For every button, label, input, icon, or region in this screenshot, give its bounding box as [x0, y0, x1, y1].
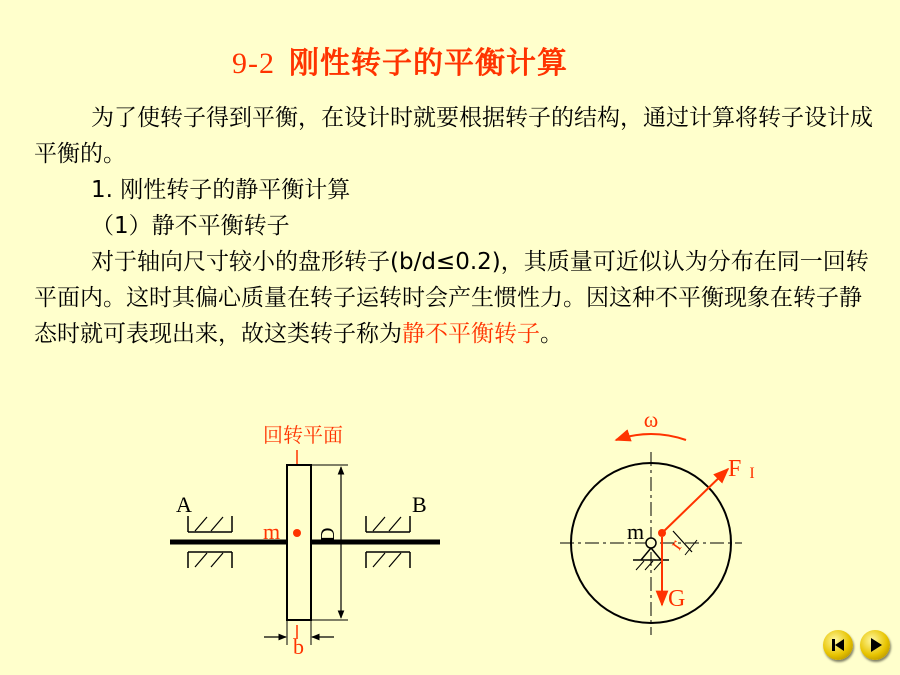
section-number: 9-2 — [232, 47, 275, 80]
intro-paragraph: 为了使转子得到平衡，在设计时就要根据转子的结构，通过计算将转子设计成平衡的。 — [34, 105, 873, 167]
eccentric-mass-dot — [293, 529, 301, 537]
slide-body — [34, 100, 874, 352]
diameter-label: D — [317, 527, 339, 542]
slide-title — [0, 38, 800, 82]
eccentric-mass-dot-front — [658, 529, 666, 537]
title-text: 刚性转子的平衡计算 — [289, 46, 568, 81]
section-heading-1: 1. 刚性转子的静平衡计算 — [91, 177, 351, 203]
label-b: B — [412, 492, 427, 517]
disc-rotor-front-view — [560, 407, 755, 635]
radius-ext — [685, 540, 697, 555]
prev-slide-button[interactable] — [823, 630, 853, 660]
highlight-term: 静不平衡转子 — [402, 321, 540, 347]
disc — [287, 465, 311, 620]
section-heading-1-1: （1）静不平衡转子 — [91, 213, 290, 239]
next-slide-button[interactable] — [860, 630, 890, 660]
rotor-diagrams — [0, 400, 900, 675]
label-a: A — [176, 492, 192, 517]
main-paragraph-text: 对于轴向尺寸较小的盘形转子(b/d≤0.2)，其质量可近似认为分布在同一回转平面内。这时其偏心质量在转子运转时会产生惯性力。因这种不平衡现象在转子静态时就可表现出来，故这类转子称为 — [34, 249, 869, 347]
rotation-plane-label: 回转平面 — [263, 423, 343, 447]
main-paragraph-end: 。 — [540, 321, 563, 347]
main-paragraph — [34, 244, 874, 352]
play-next-icon — [860, 630, 890, 660]
radius-label: r — [665, 535, 687, 554]
skip-back-icon — [823, 630, 853, 660]
mass-label-left: m — [263, 519, 281, 544]
mass-label-right: m — [627, 519, 645, 544]
omega-label: ω — [643, 407, 659, 432]
disc-rotor-side-view — [170, 423, 440, 659]
width-label: b — [293, 634, 304, 659]
force-label-main: F — [728, 456, 742, 482]
force-label-sub: I — [749, 465, 755, 482]
force-label — [728, 456, 755, 482]
gravity-label: G — [668, 586, 686, 612]
rotation-arrow — [616, 434, 686, 440]
